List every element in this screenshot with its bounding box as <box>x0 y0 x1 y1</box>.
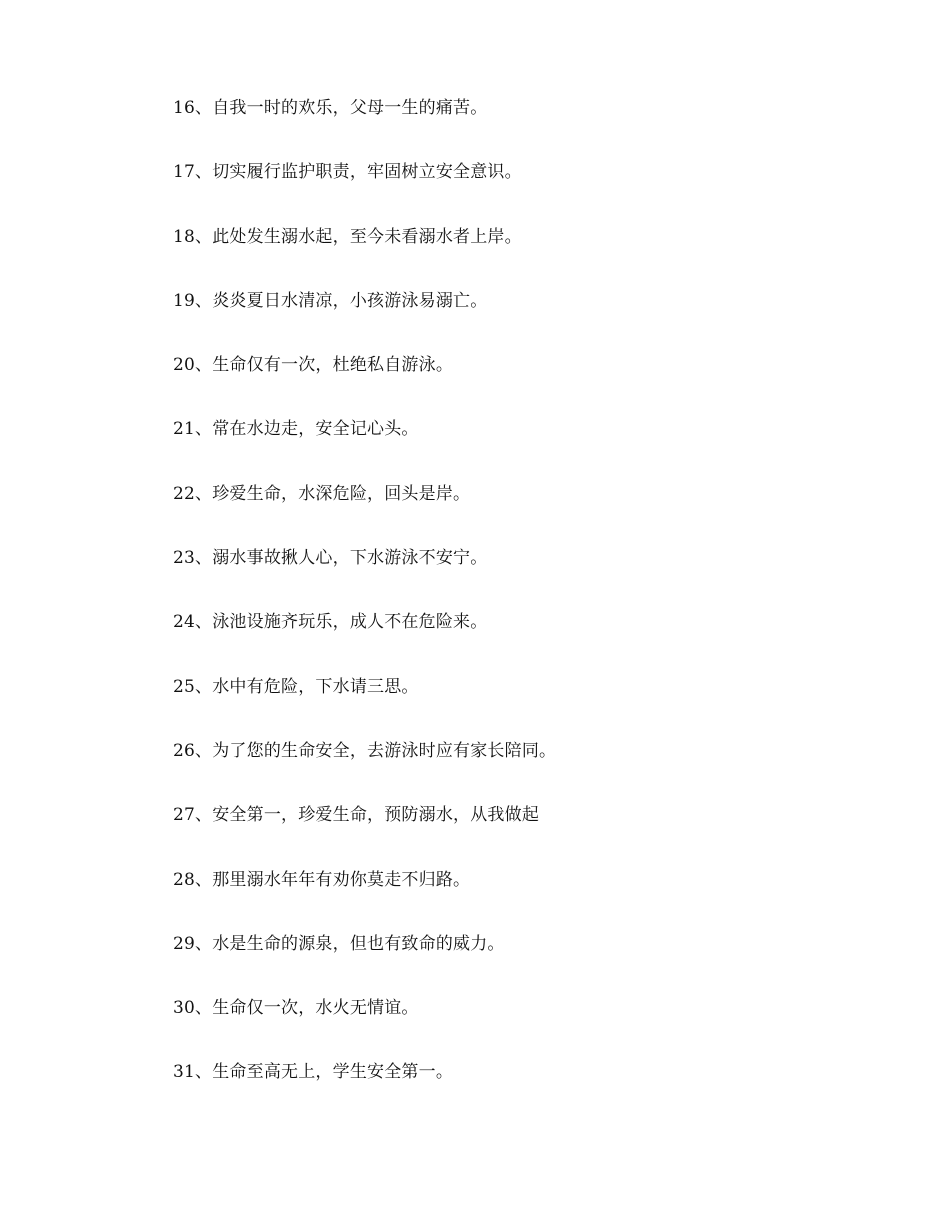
slogan-line: 31、生命至高无上，学生安全第一。 <box>173 1062 454 1083</box>
slogan-list <box>173 93 873 1122</box>
slogan-line: 17、切实履行监护职责，牢固树立安全意识。 <box>173 162 522 183</box>
slogan-line: 28、那里溺水年年有劝你莫走不归路。 <box>173 869 471 890</box>
slogan-line: 19、炎炎夏日水清凉，小孩游泳易溺亡。 <box>173 290 488 311</box>
slogan-line: 18、此处发生溺水起，至今未看溺水者上岸。 <box>173 226 522 247</box>
slogan-line: 24、泳池设施齐玩乐，成人不在危险来。 <box>173 612 488 633</box>
slogan-line: 25、水中有危险，下水请三思。 <box>173 676 419 697</box>
slogan-line: 23、溺水事故揪人心，下水游泳不安宁。 <box>173 548 488 569</box>
slogan-line: 29、水是生命的源泉，但也有致命的威力。 <box>173 933 505 954</box>
slogan-line: 30、生命仅一次，水火无情谊。 <box>173 998 419 1019</box>
slogan-line: 22、珍爱生命，水深危险，回头是岸。 <box>173 483 471 504</box>
slogan-line: 27、安全第一，珍爱生命，预防溺水，从我做起 <box>173 805 540 826</box>
slogan-line: 16、自我一时的欢乐，父母一生的痛苦。 <box>173 98 488 118</box>
slogan-line: 26、为了您的生命安全，去游泳时应有家长陪同。 <box>173 740 557 761</box>
slogan-line: 20、生命仅有一次，杜绝私自游泳。 <box>173 355 454 376</box>
slogan-line: 21、常在水边走，安全记心头。 <box>173 419 419 440</box>
